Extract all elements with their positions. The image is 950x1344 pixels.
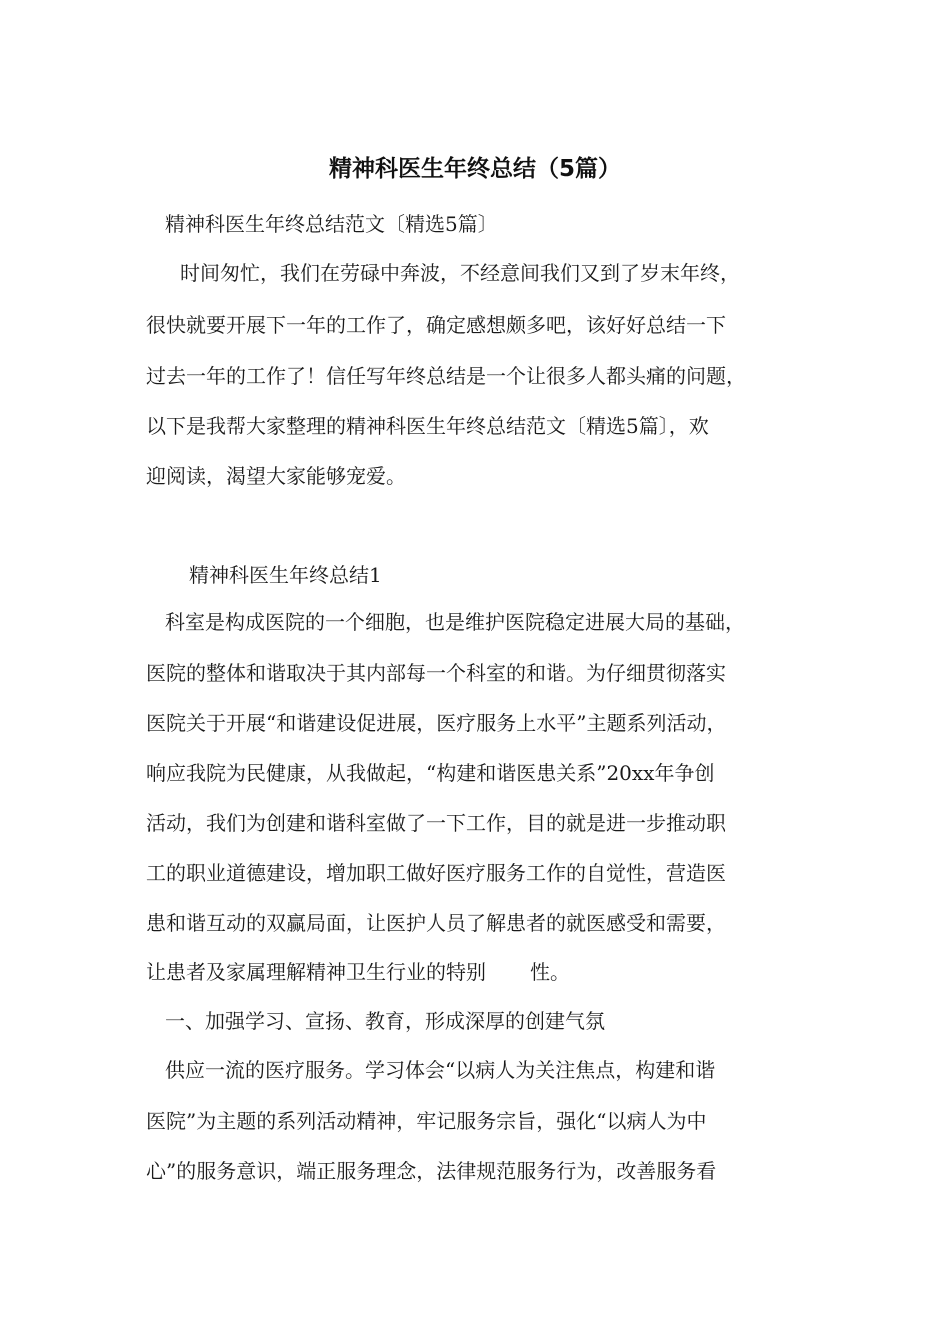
subsection-line: 医院”为主题的系列活动精神，牢记服务宗旨，强化“以病人为中 bbox=[146, 1109, 707, 1133]
subsection-line: 供应一流的医疗服务。学习体会“以病人为关注焦点，构建和谐 bbox=[165, 1058, 716, 1082]
section-line: 活动，我们为创建和谐科室做了一下工作，目的就是进一步推动职 bbox=[146, 811, 726, 835]
subheading: 一、加强学习、宣扬、教育，形成深厚的创建气氛 bbox=[165, 1009, 605, 1033]
intro-line: 以下是我帮大家整理的精神科医生年终总结范文〔精选5篇〕，欢 bbox=[146, 414, 709, 438]
section-line: 科室是构成医院的一个细胞，也是维护医院稳定进展大局的基础， bbox=[165, 610, 745, 634]
document-title: 精神科医生年终总结（5篇） bbox=[328, 156, 621, 182]
section-heading: 精神科医生年终总结1 bbox=[189, 563, 382, 587]
intro-line: 过去一年的工作了！信任写年终总结是一个让很多人都头痛的问题， bbox=[146, 364, 746, 388]
section-line: 医院关于开展“和谐建设促进展，医疗服务上水平”主题系列活动， bbox=[146, 711, 727, 735]
intro-line: 很快就要开展下一年的工作了，确定感想颇多吧，该好好总结一下 bbox=[146, 313, 726, 337]
section-last-line-start: 让患者及家属理解精神卫生行业的特别 bbox=[146, 960, 486, 984]
intro-line: 时间匆忙，我们在劳碌中奔波，不经意间我们又到了岁末年终， bbox=[180, 261, 740, 285]
section-line: 医院的整体和谐取决于其内部每一个科室的和谐。为仔细贯彻落实 bbox=[146, 661, 726, 685]
document-subtitle: 精神科医生年终总结范文〔精选5篇〕 bbox=[165, 212, 498, 236]
section-last-line bbox=[146, 957, 570, 987]
intro-line: 迎阅读，渴望大家能够宠爱。 bbox=[146, 464, 406, 488]
section-line: 响应我院为民健康，从我做起，“构建和谐医患关系”20xx年争创 bbox=[146, 761, 715, 785]
section-line: 患和谐互动的双赢局面，让医护人员了解患者的就医感受和需要， bbox=[146, 911, 726, 935]
section-last-line-end: 性。 bbox=[530, 960, 570, 984]
section-line: 工的职业道德建设，增加职工做好医疗服务工作的自觉性，营造医 bbox=[146, 861, 726, 885]
subsection-line: 心”的服务意识，端正服务理念，法律规范服务行为，改善服务看 bbox=[146, 1159, 717, 1183]
